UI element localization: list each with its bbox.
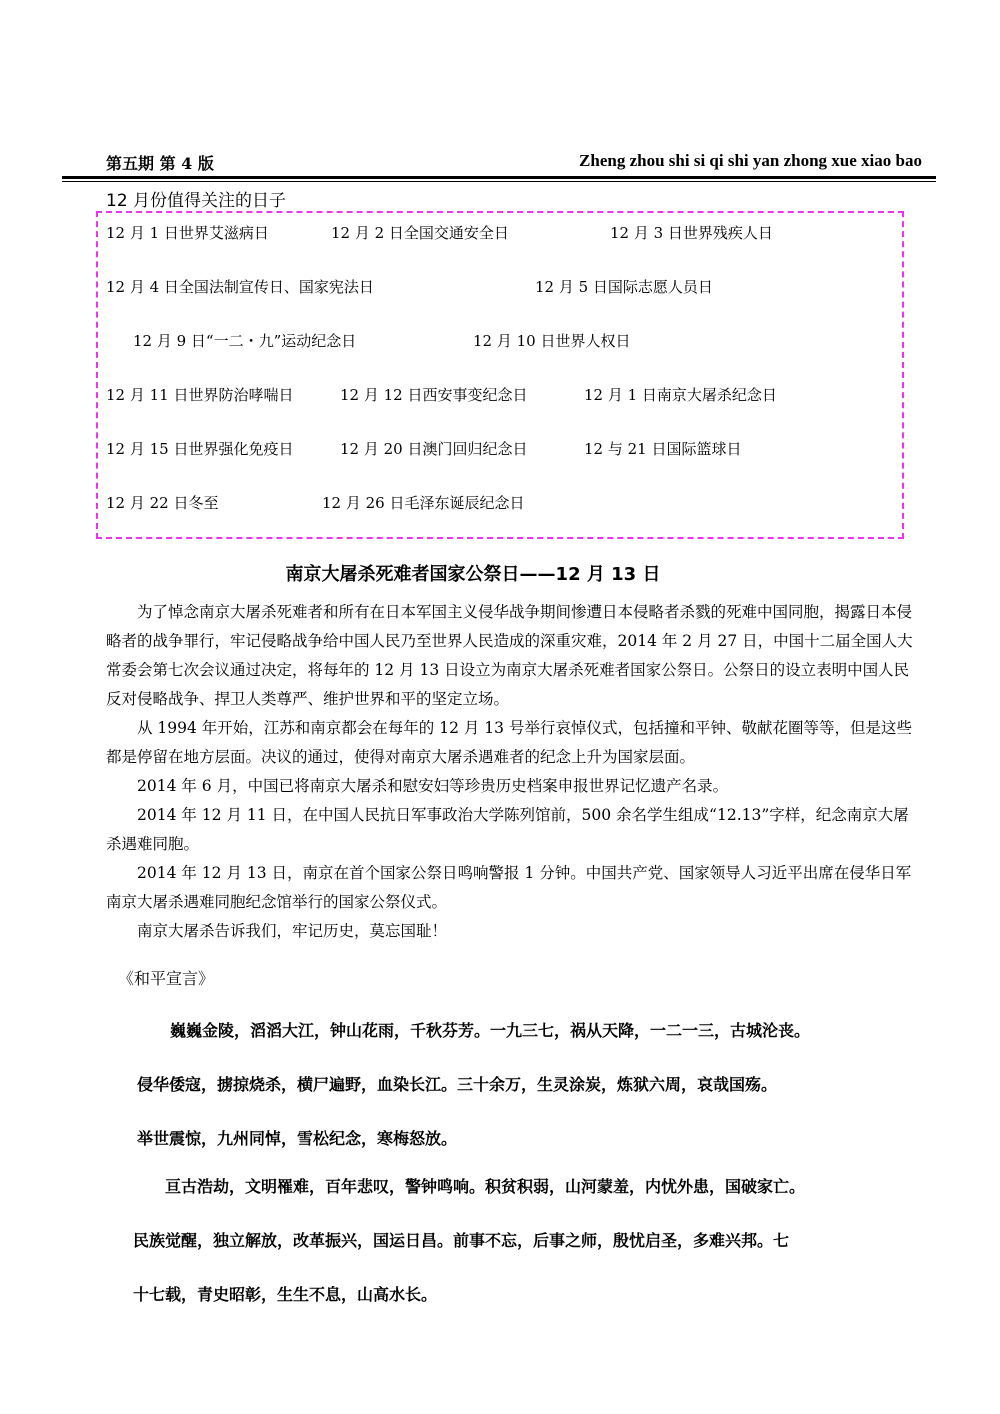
day-item: 12 月 1 日南京大屠杀纪念日 [584, 386, 777, 404]
header-rule-thick [62, 176, 936, 179]
header-rule-thin [62, 181, 936, 182]
day-item: 12 月 12 日西安事变纪念日 [340, 386, 528, 404]
day-item: 12 月 22 日冬至 [106, 494, 219, 512]
article-paragraph: 为了悼念南京大屠杀死难者和所有在日本军国主义侵华战争期间惨遭日本侵略者杀戮的死难中国同胞，揭露日本侵略者的战争罪行，牢记侵略战争给中国人民乃至世界人民造成的深重灾难，2014 年 2 月 27 日，中国十二届全国人大常委会第七次会议通过决定，将每年的 12 月 13 日设立为南京大屠杀死难者国家公祭日。公祭日的设立表明中国人民反对侵略战争、捍卫人类尊严、维护世界和平的坚定立场。 [106, 603, 913, 708]
day-item: 12 与 21 日国际篮球日 [584, 440, 742, 458]
days-box [96, 211, 904, 539]
school-name: Zheng zhou shi si qi shi yan zhong xue xiao bao [579, 151, 922, 170]
days-box-title: 12 月份值得关注的日子 [106, 191, 287, 211]
declaration-line: 民族觉醒，独立解放，改革振兴，国运日昌。前事不忘，后事之师，殷忧启圣，多难兴邦。七 [133, 1231, 790, 1250]
day-item: 12 月 15 日世界强化免疫日 [106, 440, 294, 458]
article-paragraph: 南京大屠杀告诉我们，牢记历史，莫忘国耻！ [137, 922, 448, 940]
day-item: 12 月 4 日全国法制宣传日、国家宪法日 [106, 278, 374, 296]
day-item: 12 月 3 日世界残疾人日 [610, 224, 773, 242]
issue-label: 第五期 第 4 版 [106, 154, 214, 173]
article-title: 南京大屠杀死难者国家公祭日——12 月 13 日 [285, 564, 661, 585]
declaration-line: 举世震惊，九州同悼，雪松纪念，寒梅怒放。 [137, 1129, 458, 1148]
day-item: 12 月 1 日世界艾滋病日 [106, 224, 269, 242]
day-item: 12 月 9 日“一二・九”运动纪念日 [133, 332, 357, 350]
article-body [106, 598, 914, 946]
day-item: 12 月 26 日毛泽东诞辰纪念日 [322, 494, 525, 512]
article-paragraph: 2014 年 12 月 13 日，南京在首个国家公祭日鸣响警报 1 分钟。中国共产党、国家领导人习近平出席在侵华日军南京大屠杀遇难同胞纪念馆举行的国家公祭仪式。 [106, 864, 912, 911]
declaration-line: 亘古浩劫，文明罹难，百年悲叹，警钟鸣响。积贫积弱，山河蒙羞，内忧外患，国破家亡。 [165, 1177, 806, 1196]
declaration-title: 《和平宣言》 [118, 969, 215, 988]
day-item: 12 月 2 日全国交通安全日 [331, 224, 509, 242]
day-item: 12 月 10 日世界人权日 [473, 332, 631, 350]
declaration-line: 十七载，青史昭彰，生生不息，山高水长。 [133, 1285, 438, 1304]
article-paragraph: 从 1994 年开始，江苏和南京都会在每年的 12 月 13 号举行哀悼仪式，包括撞和平钟、敬献花圈等等，但是这些都是停留在地方层面。决议的通过，使得对南京大屠杀遇难者的纪念上升为国家层面。 [106, 719, 912, 766]
day-item: 12 月 11 日世界防治哮喘日 [106, 386, 294, 404]
declaration-line: 巍巍金陵，滔滔大江，钟山花雨，千秋芬芳。一九三七，祸从天降，一二一三，古城沦丧。 [170, 1021, 811, 1040]
day-item: 12 月 5 日国际志愿人员日 [535, 278, 713, 296]
declaration-line: 侵华倭寇，掳掠烧杀，横尸遍野，血染长江。三十余万，生灵涂炭，炼狱六周，哀哉国殇。 [137, 1075, 778, 1094]
day-item: 12 月 20 日澳门回归纪念日 [340, 440, 528, 458]
article-paragraph: 2014 年 6 月，中国已将南京大屠杀和慰安妇等珍贵历史档案申报世界记忆遗产名录。 [137, 777, 729, 795]
article-paragraph: 2014 年 12 月 11 日，在中国人民抗日军事政治大学陈列馆前，500 余名学生组成“12.13”字样，纪念南京大屠杀遇难同胞。 [106, 806, 909, 853]
